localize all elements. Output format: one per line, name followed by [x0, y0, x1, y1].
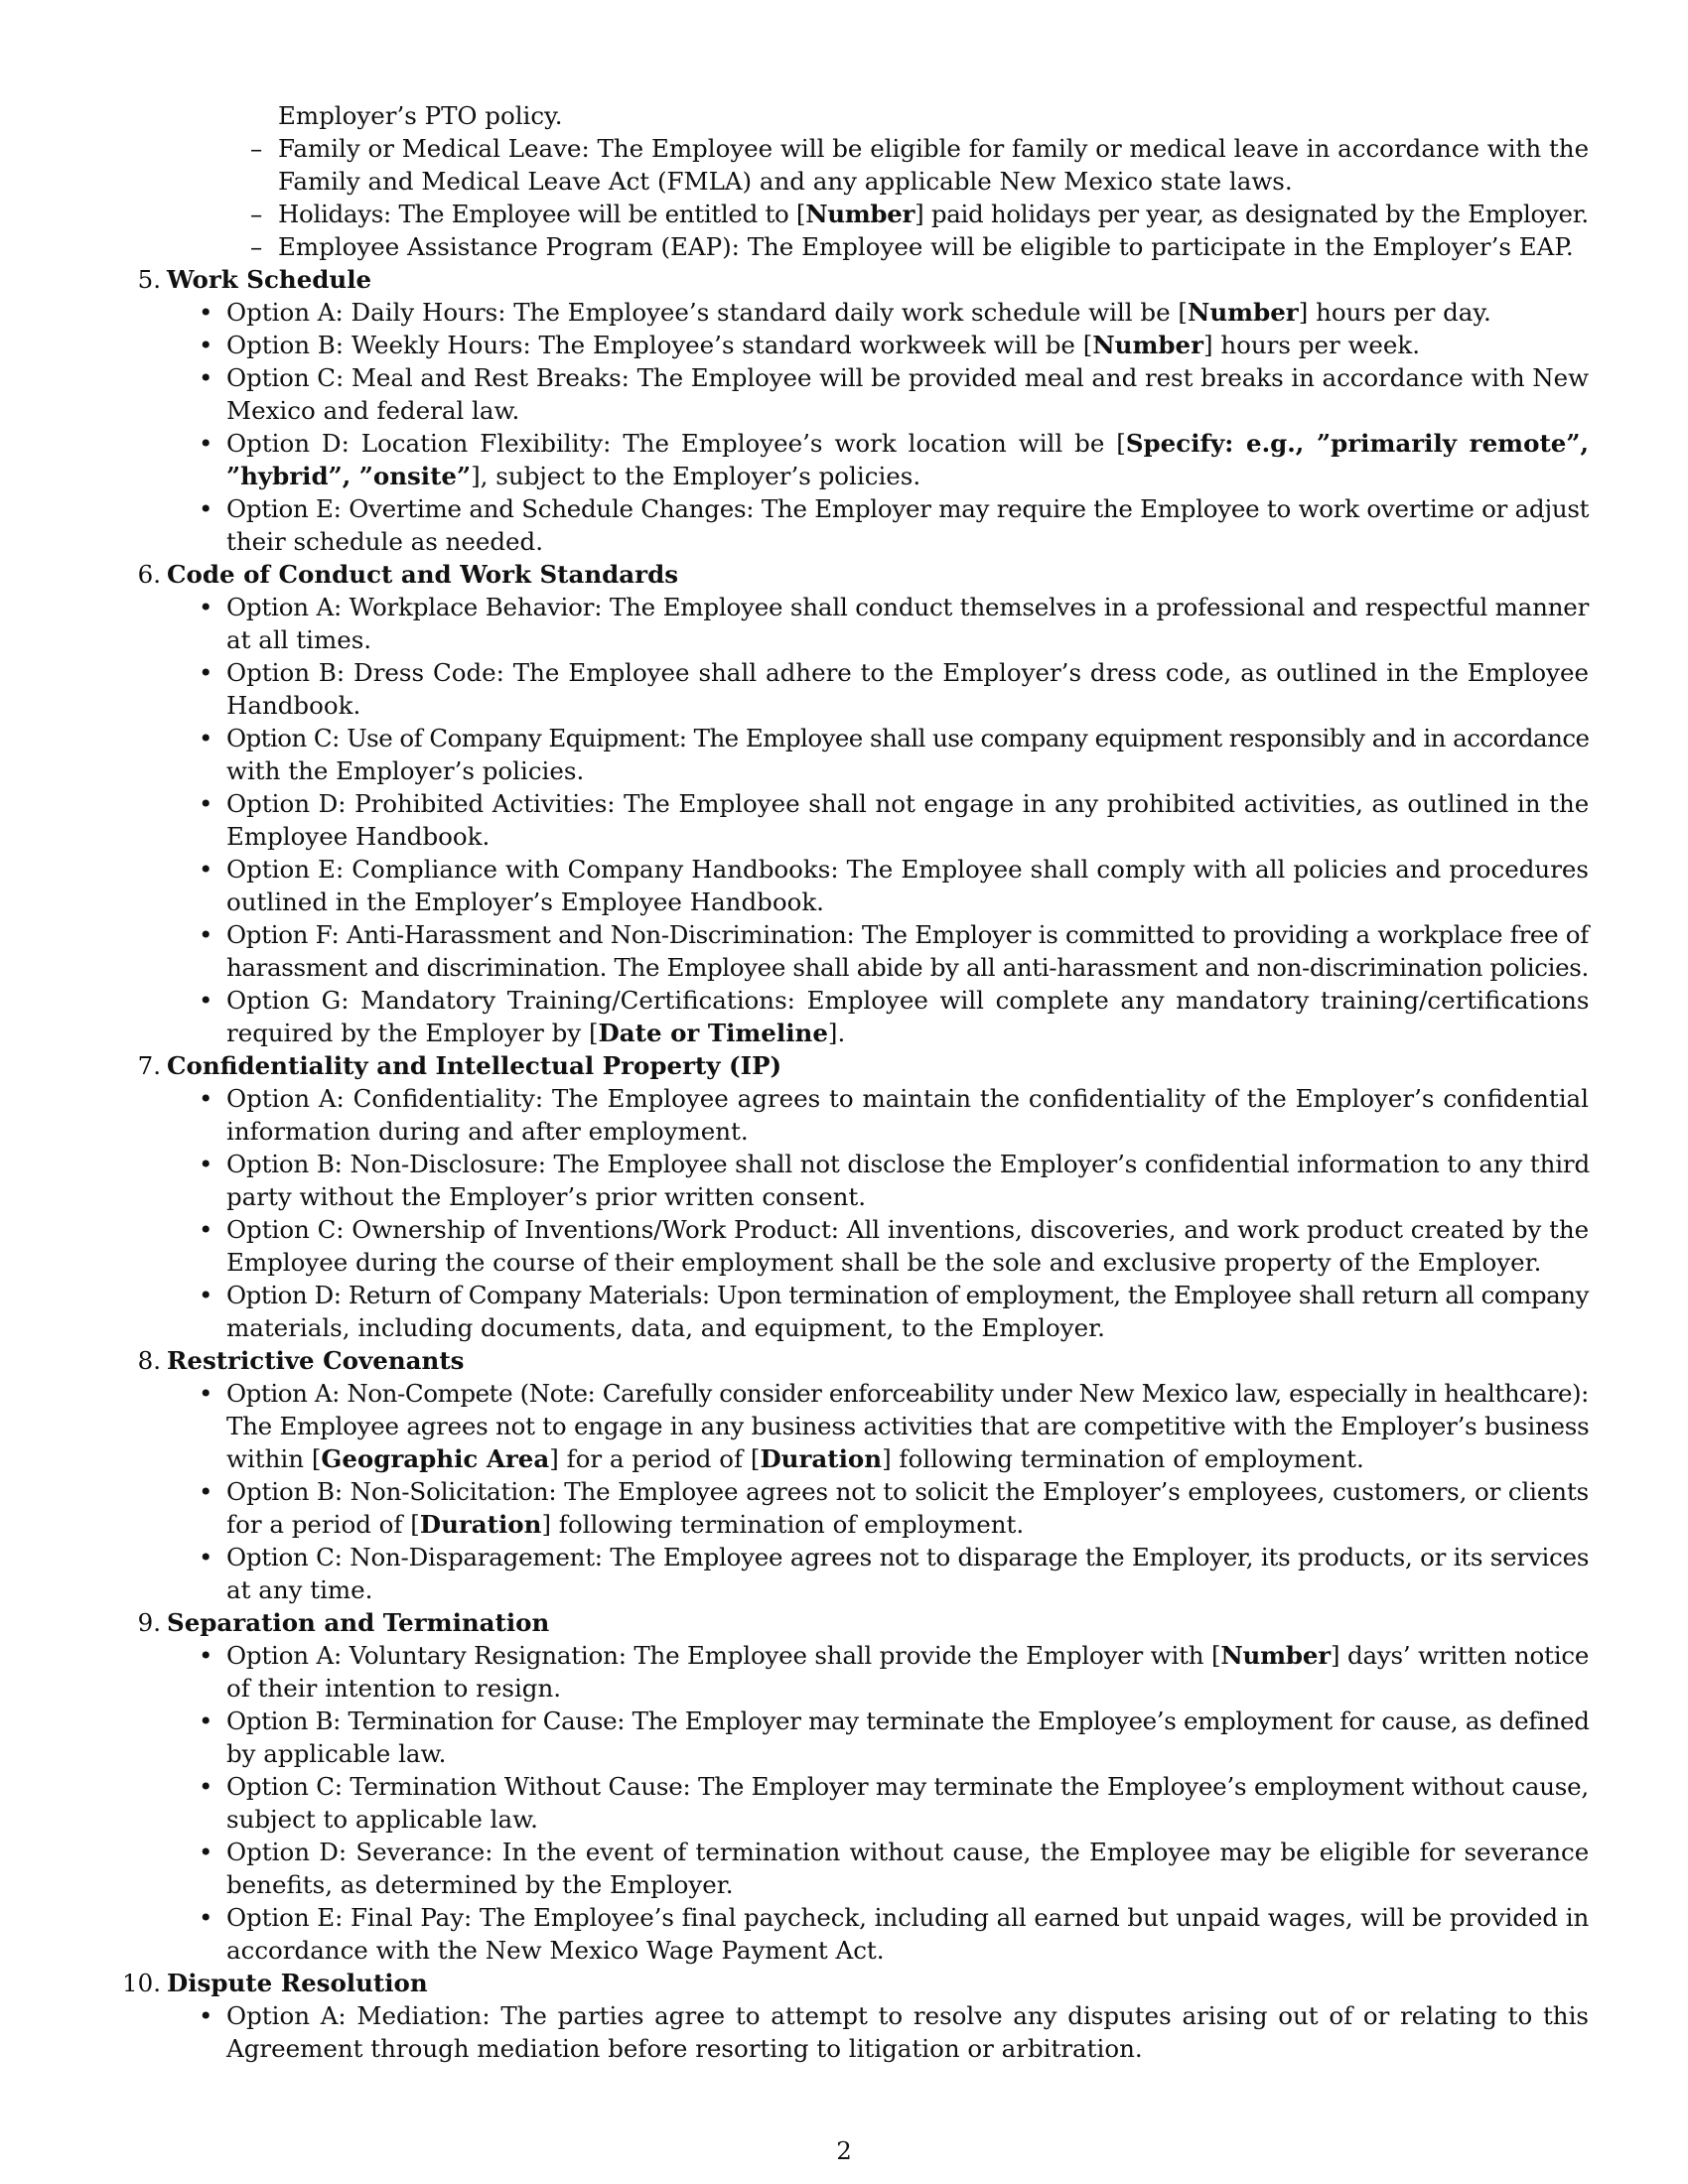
item-line	[226, 853, 1589, 886]
item-line	[226, 1148, 1589, 1180]
section-number: 5.	[137, 265, 161, 294]
item-text: Option A: Non-Compete (Note: Carefully consider enforceability under New Mexico law, especially in healthcare):	[226, 1379, 1589, 1408]
placeholder-field: Date or Timeline	[598, 1019, 828, 1047]
placeholder-field: Number	[1220, 1641, 1331, 1670]
item-text: at all times.	[226, 625, 372, 654]
item-line	[226, 1705, 1589, 1737]
list-item	[167, 1639, 1589, 1705]
bullet-marker: •	[199, 1641, 213, 1670]
section-number: 10.	[122, 1969, 161, 1997]
bullet-marker: •	[199, 1150, 213, 1178]
item-line	[226, 1246, 1589, 1279]
item-text: Employee Assistance Program (EAP): The Employee will be eligible to participate in the Employer’s EAP.	[278, 232, 1574, 261]
page-number: 2	[836, 2136, 852, 2165]
item-text: Option D: Location Flexibility: The Employee’s work location will be [	[226, 429, 1126, 458]
placeholder-field: Duration	[760, 1444, 883, 1473]
item-text: subject to applicable law.	[226, 1805, 538, 1834]
item-line	[226, 1901, 1589, 1934]
item-text: ] hours per day.	[1298, 298, 1491, 327]
item-line	[226, 361, 1589, 394]
item-line	[226, 1672, 1589, 1705]
bullet-marker: •	[199, 1772, 213, 1801]
item-text: Option B: Dress Code: The Employee shall adhere to the Employer’s dress code, as outlined in the Employee	[226, 658, 1589, 687]
item-text: at any time.	[226, 1575, 373, 1604]
list-item	[167, 132, 1589, 165]
item-text: materials, including documents, data, and equipment, to the Employer.	[226, 1313, 1105, 1342]
section-title: Dispute Resolution	[167, 1969, 428, 1997]
item-text: ] following termination of employment.	[882, 1444, 1364, 1473]
item-line	[226, 1279, 1589, 1311]
list-item	[167, 329, 1589, 361]
list-item	[167, 1901, 1589, 1967]
item-text: harassment and discrimination. The Employee shall abide by all anti-harassment and non-discrimination policies.	[226, 953, 1589, 982]
list-item	[167, 230, 1589, 263]
placeholder-field: Number	[1092, 331, 1204, 359]
item-text: Mexico and federal law.	[226, 396, 520, 425]
item-text: Option B: Weekly Hours: The Employee’s standard workweek will be [	[226, 331, 1093, 359]
item-text: Holidays: The Employee will be entitled to [	[278, 200, 806, 228]
list-item	[167, 853, 1589, 918]
item-line	[226, 1410, 1589, 1442]
item-text: ] following termination of employment.	[541, 1510, 1025, 1539]
item-line	[226, 329, 1589, 361]
item-line	[226, 1475, 1589, 1508]
list-item	[167, 591, 1589, 656]
item-text: Employee during the course of their employment shall be the sole and exclusive property of the Employer.	[226, 1248, 1542, 1277]
item-line	[226, 1377, 1589, 1410]
section-heading	[137, 263, 1589, 296]
item-text: accordance with the New Mexico Wage Payment Act.	[226, 1936, 885, 1965]
item-text: Option D: Return of Company Materials: Upon termination of employment, the Employee shall return all company	[226, 1281, 1589, 1309]
item-line	[226, 722, 1589, 754]
list-item	[167, 1999, 1589, 2065]
item-text: Option C: Ownership of Inventions/Work Product: All inventions, discoveries, and work product created by the	[226, 1215, 1590, 1244]
bullet-marker: •	[199, 1379, 213, 1408]
item-text: party without the Employer’s prior written consent.	[226, 1182, 867, 1211]
bullet-marker: •	[199, 1543, 213, 1571]
item-text: Option A: Confidentiality: The Employee agrees to maintain the confidentiality of the Employer’s confidential	[226, 1084, 1589, 1113]
item-line	[226, 1770, 1589, 1803]
item-line	[226, 460, 1589, 492]
item-text: Option A: Voluntary Resignation: The Employee shall provide the Employer with [	[226, 1641, 1221, 1670]
item-text: Option C: Termination Without Cause: The Employer may terminate the Employee’s employment without cause,	[226, 1772, 1589, 1801]
list-item	[167, 1770, 1589, 1836]
list-item	[167, 1279, 1589, 1344]
item-text: required by the Employer by [	[226, 1019, 599, 1047]
item-text: Option B: Non-Solicitation: The Employee agrees not to solicit the Employer’s employees, customers, or clients	[226, 1477, 1590, 1506]
list-item	[167, 722, 1589, 787]
bullet-marker: •	[199, 1706, 213, 1735]
item-text: Option C: Non-Disparagement: The Employee agrees not to disparage the Employer, its products, or its services	[226, 1543, 1590, 1571]
section-heading	[137, 1049, 1589, 1082]
placeholder-field: Geographic Area	[321, 1444, 550, 1473]
section-number: 9.	[137, 1608, 161, 1637]
item-line	[226, 1213, 1589, 1246]
dash-marker: –	[250, 200, 262, 228]
item-text: Handbook.	[226, 691, 361, 720]
bullet-marker: •	[199, 363, 213, 392]
bullet-marker: •	[199, 1838, 213, 1866]
item-line	[226, 1115, 1589, 1148]
item-text: their schedule as needed.	[226, 527, 544, 556]
bullet-marker: •	[199, 986, 213, 1015]
bullet-marker: •	[199, 2001, 213, 2030]
item-text: Option B: Termination for Cause: The Employer may terminate the Employee’s employment for cause, as defined	[226, 1706, 1590, 1735]
list-item	[167, 1541, 1589, 1606]
item-line	[226, 1573, 1589, 1606]
placeholder-field: Number	[805, 200, 915, 228]
bullet-marker: •	[199, 1215, 213, 1244]
list-item	[167, 1213, 1589, 1279]
bullet-marker: •	[199, 855, 213, 884]
item-text: outlined in the Employer’s Employee Handbook.	[226, 887, 824, 916]
placeholder-field: Specify: e.g., ”primarily remote”,	[1125, 429, 1589, 458]
section-title: Code of Conduct and Work Standards	[167, 560, 679, 589]
list-item	[167, 1377, 1589, 1475]
item-text: Family or Medical Leave: The Employee will be eligible for family or medical leave in accordance with the	[278, 134, 1590, 163]
item-line	[226, 2032, 1589, 2065]
item-text: Option E: Compliance with Company Handbooks: The Employee shall comply with all policies and procedures	[226, 855, 1589, 884]
item-line	[226, 1017, 1589, 1049]
item-line	[226, 1934, 1589, 1967]
item-line	[226, 754, 1589, 787]
item-text: of their intention to resign.	[226, 1674, 562, 1703]
section-number: 8.	[137, 1346, 161, 1375]
list-item	[167, 1082, 1589, 1148]
item-line	[226, 1541, 1589, 1573]
list-item	[167, 198, 1589, 230]
dash-marker: –	[250, 134, 263, 163]
list-item	[167, 918, 1589, 984]
item-text: ].	[827, 1019, 846, 1047]
item-text: ] paid holidays per year, as designated by the Employer.	[914, 200, 1589, 228]
bullet-marker: •	[199, 298, 213, 327]
item-text: information during and after employment.	[226, 1117, 749, 1146]
item-line	[226, 1868, 1589, 1901]
item-line	[226, 951, 1589, 984]
item-text: Option D: Prohibited Activities: The Employee shall not engage in any prohibited activities, as outlined in the	[226, 789, 1590, 818]
item-line	[226, 1442, 1589, 1475]
item-line	[226, 296, 1589, 329]
item-line	[226, 1737, 1589, 1770]
section-heading	[137, 1344, 1589, 1377]
item-line	[226, 1180, 1589, 1213]
bullet-marker: •	[199, 724, 213, 752]
item-line	[226, 492, 1589, 525]
dash-marker: –	[250, 232, 263, 261]
section-title: Restrictive Covenants	[167, 1346, 465, 1375]
section-title: Separation and Termination	[167, 1608, 550, 1637]
list-item	[167, 656, 1589, 722]
item-text: with the Employer’s policies.	[226, 756, 585, 785]
document-body	[122, 99, 1591, 2065]
list-item	[167, 1836, 1589, 1901]
item-text: Option A: Mediation: The parties agree to attempt to resolve any disputes arising out of or relating to this	[226, 2001, 1589, 2030]
list-item	[167, 1705, 1589, 1770]
bullet-marker: •	[199, 920, 213, 949]
item-text: ] for a period of [	[549, 1444, 761, 1473]
item-text: Option F: Anti-Harassment and Non-Discrimination: The Employer is committed to providing a workplace free of	[226, 920, 1589, 949]
item-text: by applicable law.	[226, 1739, 447, 1768]
bullet-marker: •	[199, 1903, 213, 1932]
item-line	[226, 427, 1589, 460]
section-heading	[137, 1606, 1589, 1639]
item-text: Option A: Daily Hours: The Employee’s standard daily work schedule will be [	[226, 298, 1188, 327]
bullet-marker: •	[199, 1281, 213, 1309]
sections	[122, 263, 1591, 2065]
item-line	[226, 787, 1589, 820]
item-line	[226, 918, 1589, 951]
item-line	[226, 886, 1589, 918]
item-text: Option C: Use of Company Equipment: The Employee shall use company equipment responsibly and in accordance	[226, 724, 1590, 752]
item-text: ] hours per week.	[1203, 331, 1421, 359]
bullet-marker: •	[199, 1477, 213, 1506]
item-text: Option E: Final Pay: The Employee’s final paycheck, including all earned but unpaid wages, will be provided in	[226, 1903, 1590, 1932]
item-line	[226, 1082, 1589, 1115]
list-item	[167, 427, 1589, 492]
section-heading	[137, 558, 1589, 591]
item-text: benefits, as determined by the Employer.	[226, 1870, 734, 1899]
item-text: The Employee agrees not to engage in any business activities that are competitive with the Employer’s business	[226, 1412, 1590, 1440]
item-text: ] days’ written notice	[1330, 1641, 1590, 1670]
list-item	[167, 787, 1589, 853]
list-item	[167, 361, 1589, 427]
item-line	[226, 820, 1589, 853]
list-item	[167, 1475, 1589, 1541]
section-number: 6.	[137, 560, 161, 589]
item-text: Option A: Workplace Behavior: The Employee shall conduct themselves in a professional and respectful manner	[226, 593, 1590, 621]
item-line	[226, 591, 1589, 623]
item-line	[226, 623, 1589, 656]
bullet-marker: •	[199, 331, 213, 359]
section-heading	[122, 1967, 1589, 1999]
bullet-marker: •	[199, 593, 213, 621]
item-text: Option G: Mandatory Training/Certifications: Employee will complete any mandatory training/certifications	[226, 986, 1590, 1015]
item-line	[226, 984, 1589, 1017]
item-line	[226, 1508, 1589, 1541]
section-title: Work Schedule	[167, 265, 372, 294]
list-item	[167, 296, 1589, 329]
item-line	[226, 1999, 1589, 2032]
item-line	[226, 525, 1589, 558]
item-line	[226, 689, 1589, 722]
item-line	[226, 1311, 1589, 1344]
bullet-marker: •	[199, 429, 213, 458]
item-text: ], subject to the Employer’s policies.	[471, 462, 921, 490]
item-text: Employee Handbook.	[226, 822, 491, 851]
bullet-marker: •	[199, 494, 213, 523]
item-text: Agreement through mediation before resorting to litigation or arbitration.	[226, 2034, 1143, 2063]
item-line	[226, 394, 1589, 427]
carryover-line: Employer’s PTO policy.	[278, 101, 563, 130]
item-line	[226, 656, 1589, 689]
item-text: within [	[226, 1444, 322, 1473]
item-line	[226, 1639, 1589, 1672]
list-item	[167, 1148, 1589, 1213]
bullet-marker: •	[199, 1084, 213, 1113]
placeholder-field: Duration	[419, 1510, 542, 1539]
section-number: 7.	[137, 1051, 161, 1080]
item-text: for a period of [	[226, 1510, 420, 1539]
item-line	[226, 1803, 1589, 1836]
item-text: Option D: Severance: In the event of termination without cause, the Employee may be eligible for severance	[226, 1838, 1590, 1866]
placeholder-field: Number	[1187, 298, 1299, 327]
list-item	[167, 984, 1589, 1049]
section-title: Confidentiality and Intellectual Property (IP)	[167, 1051, 782, 1080]
list-item	[167, 492, 1589, 558]
placeholder-field: ”hybrid”, ”onsite”	[226, 462, 472, 490]
item-text: Option C: Meal and Rest Breaks: The Employee will be provided meal and rest breaks in accordance with New	[226, 363, 1589, 392]
item-text: Option E: Overtime and Schedule Changes: The Employer may require the Employee to work overtime or adjust	[226, 494, 1590, 523]
item-text: Option B: Non-Disclosure: The Employee shall not disclose the Employer’s confidential information to any third	[226, 1150, 1591, 1178]
bullet-marker: •	[199, 658, 213, 687]
bullet-marker: •	[199, 789, 213, 818]
list-item-continuation: Family and Medical Leave Act (FMLA) and any applicable New Mexico state laws.	[278, 167, 1293, 196]
item-line	[226, 1836, 1589, 1868]
